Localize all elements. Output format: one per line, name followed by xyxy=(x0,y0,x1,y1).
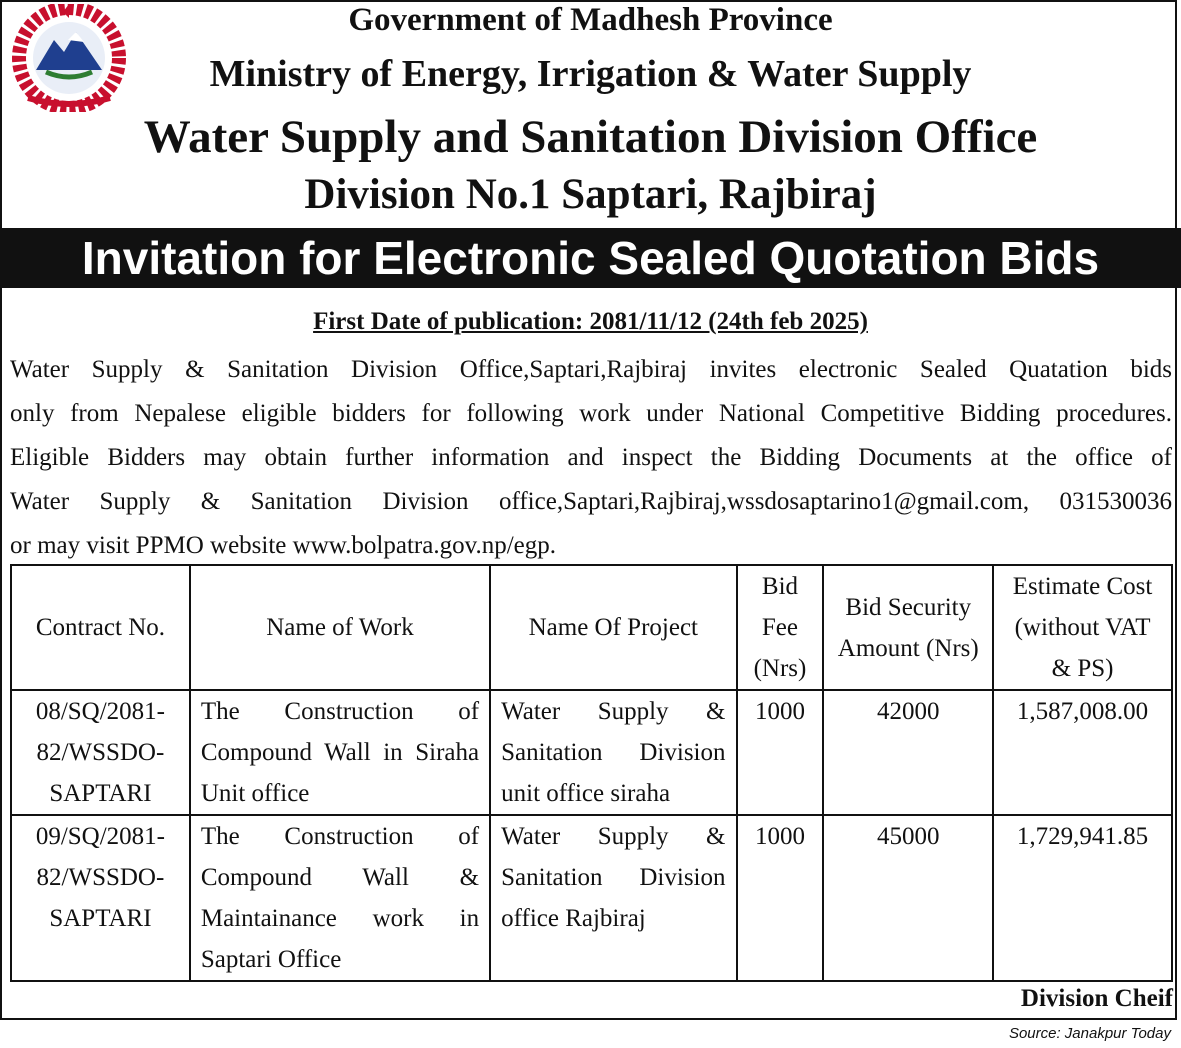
header-bid-security: Bid Security Amount (Nrs) xyxy=(823,565,993,690)
bids-table xyxy=(10,564,1173,982)
cell-name-of-work: The Construction of Compound Wall in Siraha Unit office xyxy=(190,690,490,815)
cell-contract-no: 09/SQ/2081-82/WSSDO-SAPTARI xyxy=(11,815,190,981)
intro-line: Water Supply & Sanitation Division Office,Saptari,Rajbiraj invites electronic Sealed Quatation bids xyxy=(10,356,1172,383)
header-name-of-project: Name Of Project xyxy=(490,565,736,690)
intro-paragraph xyxy=(10,348,1172,568)
cell-bid-fee: 1000 xyxy=(737,815,824,981)
cell-bid-security: 42000 xyxy=(823,690,993,815)
signature: Division Cheif xyxy=(1020,985,1173,1012)
intro-line: Eligible Bidders may obtain further information and inspect the Bidding Documents at the office of xyxy=(10,444,1172,471)
cell-contract-no: 08/SQ/2081-82/WSSDO-SAPTARI xyxy=(11,690,190,815)
publication-date: First Date of publication: 2081/11/12 (24th feb 2025) xyxy=(313,308,868,335)
intro-line: only from Nepalese eligible bidders for following work under National Competitive Bidding procedures. xyxy=(10,400,1172,427)
source-credit: Source: Janakpur Today xyxy=(1008,1025,1171,1042)
ministry-title: Ministry of Energy, Irrigation & Water Supply xyxy=(209,53,972,95)
cell-name-of-project: Water Supply & Sanitation Division unit office siraha xyxy=(490,690,736,815)
cell-bid-security: 45000 xyxy=(823,815,993,981)
header-contract-no: Contract No. xyxy=(11,565,190,690)
header-bid-fee: Bid Fee (Nrs) xyxy=(737,565,824,690)
cell-bid-fee: 1000 xyxy=(737,690,824,815)
notice-banner: Invitation for Electronic Sealed Quotation Bids xyxy=(0,228,1181,288)
intro-line: or may visit PPMO website www.bolpatra.gov.np/egp. xyxy=(10,532,557,559)
cell-name-of-work: The Construction of Compound Wall & Maintainance work in Saptari Office xyxy=(190,815,490,981)
table-row xyxy=(11,690,1172,815)
header-name-of-work: Name of Work xyxy=(190,565,490,690)
office-title: Water Supply and Sanitation Division Office xyxy=(143,111,1038,163)
header-estimate-cost: Estimate Cost (without VAT & PS) xyxy=(993,565,1172,690)
intro-line: Water Supply & Sanitation Division office,Saptari,Rajbiraj,wssdosaptarino1@gmail.com, 031530036 xyxy=(10,488,1172,515)
government-title: Government of Madhesh Province xyxy=(348,2,833,38)
cell-estimate-cost: 1,587,008.00 xyxy=(993,690,1172,815)
table-row xyxy=(11,815,1172,981)
cell-name-of-project: Water Supply & Sanitation Division office Rajbiraj xyxy=(490,815,736,981)
division-title: Division No.1 Saptari, Rajbiraj xyxy=(304,171,877,218)
cell-estimate-cost: 1,729,941.85 xyxy=(993,815,1172,981)
table-header-row xyxy=(11,565,1172,690)
